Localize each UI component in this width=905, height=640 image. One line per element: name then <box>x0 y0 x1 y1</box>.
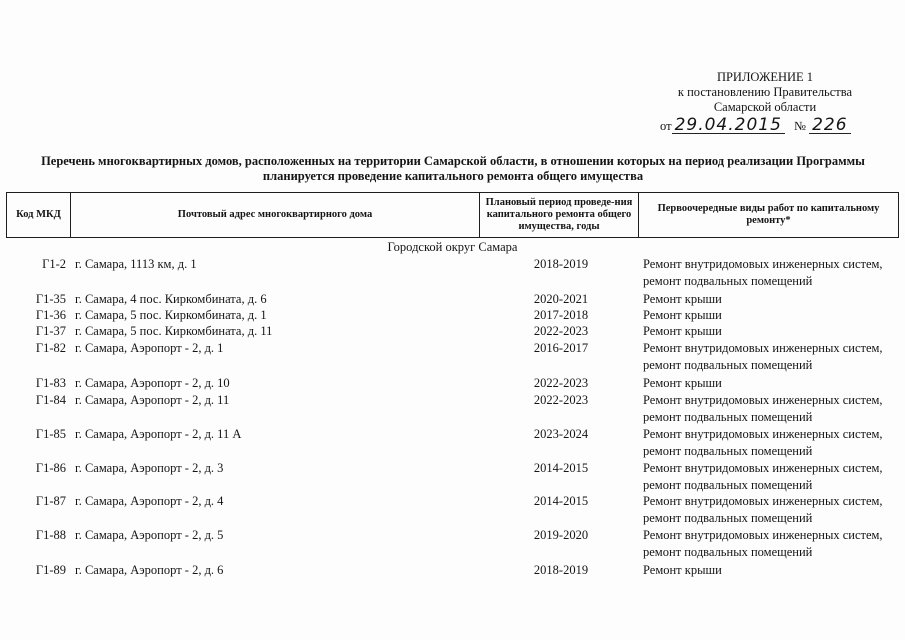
table-header <box>6 192 899 238</box>
row-address: г. Самара, 1113 км, д. 1 <box>75 257 197 271</box>
row-work: Ремонт внутридомовых инженерных систем, ремонт подвальных помещений <box>643 257 883 288</box>
appendix-block <box>640 70 890 115</box>
row-address: г. Самара, Аэропорт - 2, д. 3 <box>75 461 224 475</box>
district-heading: Городской округ Самара <box>387 240 518 254</box>
row-work: Ремонт крыши <box>643 324 722 338</box>
appendix-title: ПРИЛОЖЕНИЕ 1 <box>716 70 814 84</box>
row-address: г. Самара, 4 пос. Киркомбината, д. 6 <box>75 292 267 306</box>
row-code: Г1-83 <box>35 376 66 390</box>
row-work: Ремонт внутридомовых инженерных систем, ремонт подвальных помещений <box>643 341 883 372</box>
row-work: Ремонт крыши <box>643 292 722 306</box>
row-code: Г1-86 <box>35 461 66 475</box>
row-period: 2020-2021 <box>533 292 589 306</box>
row-period: 2014-2015 <box>533 461 589 475</box>
row-period: 2017-2018 <box>533 308 589 322</box>
row-address: г. Самара, 5 пос. Киркомбината, д. 1 <box>75 308 267 322</box>
row-code: Г1-87 <box>35 494 66 508</box>
row-address: г. Самара, 5 пос. Киркомбината, д. 11 <box>75 324 273 338</box>
row-code: Г1-35 <box>35 292 66 306</box>
row-address: г. Самара, Аэропорт - 2, д. 4 <box>75 494 224 508</box>
appendix-line-1: к постановлению Правительства <box>677 85 853 99</box>
decree-date: 29.04.2015 <box>672 117 785 134</box>
header-work: Первоочередные виды работ по капитальному ремонту* <box>657 203 880 226</box>
row-period: 2016-2017 <box>533 341 589 355</box>
row-code: Г1-85 <box>35 427 66 441</box>
row-period: 2022-2023 <box>533 324 589 338</box>
row-code: Г1-2 <box>42 257 66 271</box>
row-address: г. Самара, Аэропорт - 2, д. 6 <box>75 563 224 577</box>
row-period: 2022-2023 <box>533 393 589 407</box>
document-title: Перечень многоквартирных домов, расположенных на территории Самарской области, в отношении которых на период реализации Программы планируется проведение капитального ремонта общего имущества <box>41 154 865 183</box>
decree-from-label: от <box>660 119 672 133</box>
row-work: Ремонт крыши <box>643 563 722 577</box>
row-period: 2018-2019 <box>533 257 589 271</box>
row-address: г. Самара, Аэропорт - 2, д. 11 А <box>75 427 242 441</box>
row-period: 2019-2020 <box>533 528 589 542</box>
row-work: Ремонт внутридомовых инженерных систем, ремонт подвальных помещений <box>643 427 883 458</box>
row-address: г. Самара, Аэропорт - 2, д. 5 <box>75 528 224 542</box>
row-work: Ремонт внутридомовых инженерных систем, ремонт подвальных помещений <box>643 461 883 492</box>
row-code: Г1-36 <box>35 308 66 322</box>
header-address: Почтовый адрес многоквартирного дома <box>71 193 480 237</box>
row-code: Г1-84 <box>35 393 66 407</box>
row-code: Г1-88 <box>35 528 66 542</box>
decree-date-number <box>660 117 890 134</box>
row-period: 2014-2015 <box>533 494 589 508</box>
row-period: 2023-2024 <box>533 427 589 441</box>
row-work: Ремонт крыши <box>643 376 722 390</box>
decree-number: 226 <box>809 117 850 134</box>
decree-number-label: № <box>794 119 806 133</box>
appendix-line-2: Самарской области <box>713 100 817 114</box>
row-code: Г1-37 <box>35 324 66 338</box>
row-work: Ремонт внутридомовых инженерных систем, ремонт подвальных помещений <box>643 528 883 559</box>
row-code: Г1-89 <box>35 563 66 577</box>
row-code: Г1-82 <box>35 341 66 355</box>
header-code: Код МКД <box>7 193 71 237</box>
row-work: Ремонт внутридомовых инженерных систем, ремонт подвальных помещений <box>643 494 883 525</box>
row-work: Ремонт крыши <box>643 308 722 322</box>
row-address: г. Самара, Аэропорт - 2, д. 11 <box>75 393 230 407</box>
header-period: Плановый период проведе-ния капитального ремонта общего имущества, годы <box>480 193 639 237</box>
row-period: 2022-2023 <box>533 376 589 390</box>
row-address: г. Самара, Аэропорт - 2, д. 10 <box>75 376 230 390</box>
row-period: 2018-2019 <box>533 563 589 577</box>
row-address: г. Самара, Аэропорт - 2, д. 1 <box>75 341 224 355</box>
row-work: Ремонт внутридомовых инженерных систем, ремонт подвальных помещений <box>643 393 883 424</box>
